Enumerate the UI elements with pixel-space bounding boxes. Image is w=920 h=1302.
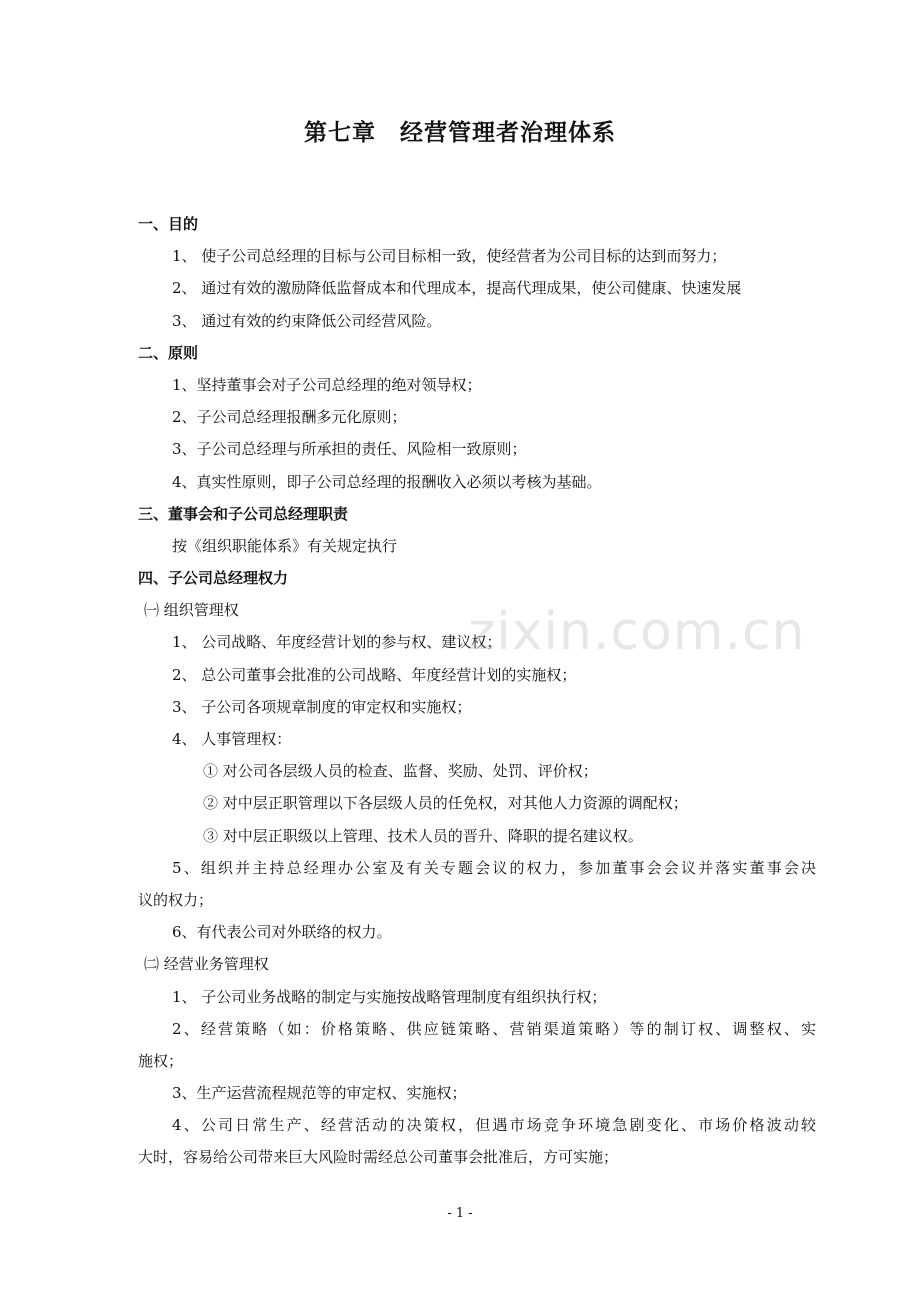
body-line: 按《组织职能体系》有关规定执行 (172, 536, 398, 555)
body-line: 3、 通过有效的约束降低公司经营风险。 (172, 311, 442, 330)
body-line: 大时，容易给公司带来巨大风险时需经总公司董事会批准后，方可实施； (138, 1148, 619, 1167)
section-heading: 二、原则 (138, 343, 199, 362)
body-line: 1、 子公司业务战略的制定与实施按战略管理制度有组织执行权； (172, 987, 607, 1006)
document-body (0, 208, 920, 1174)
section-heading: 四、子公司总经理权力 (138, 569, 289, 588)
body-line: 施权； (138, 1051, 184, 1070)
watermark: zixin.com.cn (468, 602, 806, 662)
section-heading: 一、目的 (138, 215, 199, 233)
page-number: - 1 - (447, 1206, 473, 1221)
body-line: ③ 对中层正职级以上管理、技术人员的晋升、降职的提名建议权。 (203, 826, 643, 845)
body-line: 5、组织并主持总经理办公室及有关专题会议的权力，参加董事会会议并落实董事会决 (172, 858, 816, 877)
body-line: 2、 总公司董事会批准的公司战略、年度经营计划的实施权； (172, 665, 577, 684)
chapter-title: 第七章 经营管理者治理体系 (304, 120, 616, 146)
body-line: 2、经营策略（如：价格策略、供应链策略、营销渠道策略）等的制订权、调整权、实 (172, 1019, 816, 1038)
body-line: 2、 通过有效的激励降低监督成本和代理成本，提高代理成果，使公司健康、快速发展 (172, 279, 742, 298)
body-line: 1、 公司战略、年度经营计划的参与权、建议权； (172, 633, 502, 652)
body-line: ㈡ 经营业务管理权 (144, 955, 269, 974)
body-line: 4、 人事管理权： (172, 730, 292, 748)
body-line: 6、有代表公司对外联络的权力。 (172, 923, 392, 942)
body-line: ㈠ 组织管理权 (144, 601, 239, 620)
section-heading: 三、董事会和子公司总经理职责 (138, 504, 349, 523)
body-line: 1、 使子公司总经理的目标与公司目标相一致，使经营者为公司目标的达到而努力； (172, 247, 727, 266)
body-line: 议的权力； (138, 890, 214, 909)
body-line: 2、子公司总经理报酬多元化原则； (172, 408, 407, 427)
body-line: 4、公司日常生产、经营活动的决策权，但遇市场竞争环境急剧变化、市场价格波动较 (172, 1116, 816, 1135)
body-line: 4、真实性原则，即子公司总经理的报酬收入必须以考核为基础。 (172, 472, 602, 491)
body-line: 3、生产运营流程规范等的审定权、实施权； (172, 1084, 467, 1103)
body-line: ① 对公司各层级人员的检查、监督、奖励、处罚、评价权； (203, 762, 598, 781)
body-line: ② 对中层正职管理以下各层级人员的任免权，对其他人力资源的调配权； (203, 794, 688, 813)
body-line: 3、 子公司各项规章制度的审定权和实施权； (172, 697, 472, 716)
body-line: 3、子公司总经理与所承担的责任、风险相一致原则； (172, 440, 527, 459)
body-line: 1、坚持董事会对子公司总经理的绝对领导权； (172, 375, 482, 394)
